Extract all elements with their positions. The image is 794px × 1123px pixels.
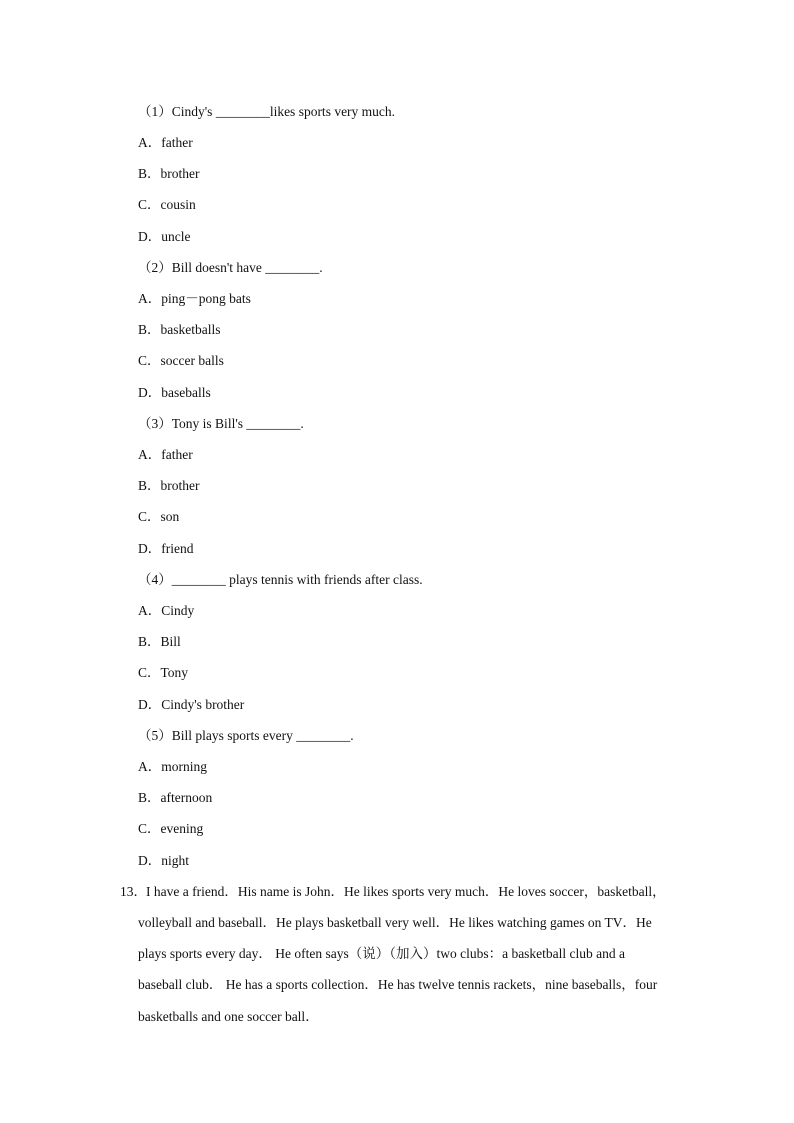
question-3-option-b: B．brother [138, 478, 200, 493]
passage-line-4: baseball club． He has a sports collection．He has twelve tennis rackets，nine baseballs，four [138, 977, 658, 992]
question-4-option-a: A．Cindy [138, 603, 195, 618]
question-3-option-c: C．son [138, 509, 180, 524]
question-1-option-c: C．cousin [138, 197, 196, 212]
question-4-option-c: C．Tony [138, 665, 189, 680]
question-5-option-b: B．afternoon [138, 790, 213, 805]
passage-line-5: basketballs and one soccer ball． [138, 1009, 319, 1024]
question-3-option-a: A．father [138, 447, 193, 462]
question-5-stem: （5）Bill plays sports every ________. [138, 728, 354, 743]
question-3-option-d: D．friend [138, 541, 194, 556]
question-4-stem: （4）________ plays tennis with friends after class. [138, 572, 423, 587]
question-2-stem: （2）Bill doesn't have ________. [138, 260, 323, 275]
question-5-option-d: D．night [138, 853, 190, 868]
question-2-option-b: B．basketballs [138, 322, 221, 337]
question-5-option-c: C．evening [138, 821, 204, 836]
question-1-option-d: D．uncle [138, 229, 191, 244]
passage-line-2: volleyball and baseball．He plays basketball very well．He likes watching games on TV．He [138, 915, 652, 930]
question-1-option-b: B．brother [138, 166, 200, 181]
question-1-option-a: A．father [138, 135, 193, 150]
question-2-option-d: D．baseballs [138, 385, 211, 400]
passage-number: 13． [120, 884, 147, 899]
question-2-option-c: C．soccer balls [138, 353, 224, 368]
question-2-option-a: A．ping－pong bats [138, 291, 251, 306]
question-5-option-a: A．morning [138, 759, 207, 774]
question-1-stem: （1）Cindy's ________likes sports very much. [138, 104, 396, 119]
passage-line-1: I have a friend．His name is John．He likes sports very much．He loves soccer，basketball， [146, 884, 666, 899]
question-4-option-b: B．Bill [138, 634, 181, 649]
question-4-option-d: D．Cindy's brother [138, 697, 245, 712]
question-3-stem: （3）Tony is Bill's ________. [138, 416, 304, 431]
passage-line-3: plays sports every day． He often says（说）（加入）two clubs：a basketball club and a [138, 946, 626, 961]
